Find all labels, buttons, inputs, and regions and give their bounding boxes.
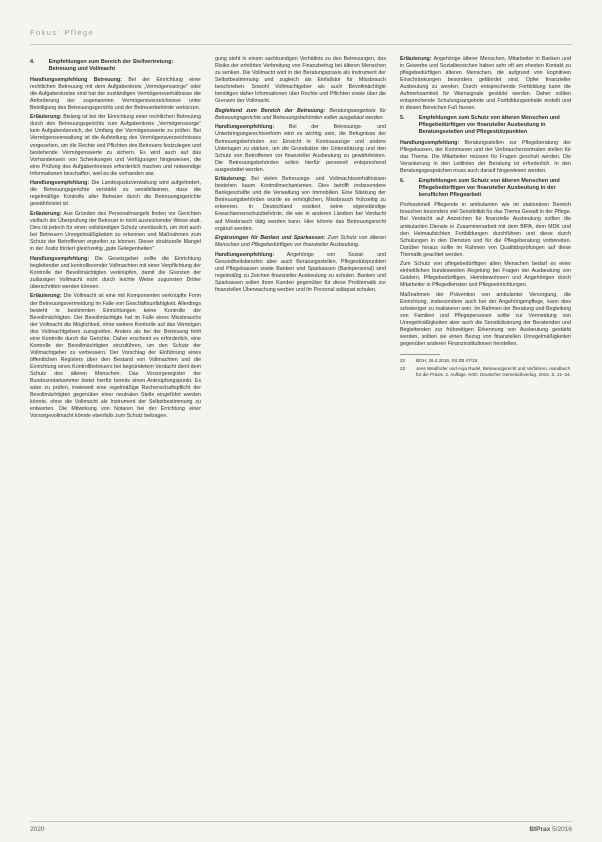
paragraph bbox=[30, 211, 201, 253]
paragraph bbox=[215, 235, 386, 249]
paragraph-label: Erläuterung: bbox=[400, 56, 432, 62]
column-3 bbox=[400, 56, 571, 816]
column-2 bbox=[215, 56, 386, 816]
paragraph bbox=[400, 292, 571, 348]
paragraph bbox=[30, 180, 201, 208]
paragraph bbox=[400, 140, 571, 175]
paragraph-text: Die Landesjustizverwaltung wird aufgefordert, die Betreuungsgerichte verstärkt zu sensibilisieren, dass die regelmäßige Kontrolle aller Betreuer durch die Betreuungsgerichte gewährleistet ist. bbox=[30, 180, 201, 208]
paragraph-text: gung steht in einem sachkundigen Verhältnis zu den Betreuungen, das Risiko der erhöhten Verbreitung von Finanzbetrug bei älteren Menschen zu senken. Die Vollmacht wird in der Beratungspraxis als Instrument der Selbstbestimmung und zugleich als Einfallstor für Missbrauch beschrieben. Sowohl Vollmachtgeber als auch Bevollmächtigte benötigen daher Informationen über Rechte und Pflichten sowie über die Grenzen der Vollmacht. bbox=[215, 56, 386, 105]
section-heading-4 bbox=[30, 59, 201, 73]
paragraph-text: Aus Gründen des Personalmangels finden vor Gerichten vielfach die Überprüfung der Betreuer in nicht ausreichender Weise statt. Dies ist jedoch für einen vollständigen Schutz unerlässlich, um dort auch bei Betreuern Unregelmäßigkeiten zu erkennen und Maßnahmen zum Schutz der Betroffenen ergreifen zu können. Dieser strukturelle Mangel in der Justiz fördert gleichzeitig „gute Gelegenheiten". bbox=[30, 210, 201, 253]
paragraph-label: Ergänzungen für Banken und Sparkassen: bbox=[215, 235, 326, 242]
heading-number: 5. bbox=[400, 115, 405, 122]
paragraph-text: Zum Schutz von älteren Menschen und Pflegebedürftigen vor finanzieller Ausbeutung. bbox=[215, 235, 386, 249]
paragraph-label: Erläuterung: bbox=[30, 114, 62, 121]
footnote-rule bbox=[400, 354, 440, 355]
footnote-number: 22 bbox=[400, 358, 406, 364]
paragraph bbox=[400, 56, 571, 112]
paragraph bbox=[215, 124, 386, 173]
paragraph-label: Handlungsempfehlung Betreuung: bbox=[30, 76, 122, 83]
heading-text: Empfehlungen zum Schutz von älteren Menschen und Pflegebedürftigen vor finanzieller Ausbeutung in der beruflichen Pflegearbeit bbox=[418, 178, 560, 198]
paragraph-label: Erläuterung: bbox=[30, 210, 62, 217]
journal-edition: 5/2016 bbox=[552, 826, 572, 833]
footnote bbox=[400, 366, 571, 378]
paragraph-text: Angehörige älterer Menschen, Mitarbeiter in Banken und in Gewerbe und Sozialbereichen haben sehr oft am ehesten Kontakt zu pflegebedürftigen älteren Menschen, die aufgrund von kognitiven Einschränkungen besonders gefährdet sind, Opfer finanzieller Ausbeutung zu werden. Durch entsprechende Fortbildung kann die Aufmerksamkeit für Warnsignale gestärkt werden. Daher sollten entsprechende Schulungsangebote und Fortbildungsinhalte erstellt und in diesen Bereichen Fuß fassen. bbox=[400, 56, 571, 112]
journal-name: BtPrax bbox=[529, 826, 551, 833]
paragraph-text: Zum Schutz von pflegebedürftigen alten Menschen bedarf es einer einheitlichen bundesweiten Regelung bei Fragen der Ausbeutung von Geldern, Pflegebedürftigen, Heimbewohnern und Angehörigen durch Mitarbeiter in Pflegediensten und Pflegeeinrichtungen. bbox=[400, 261, 571, 289]
paragraph-label: Handlungsempfehlung: bbox=[400, 139, 460, 146]
heading-text: Empfehlungen zum Bereich der Stellvertretung: Betreuung und Vollmacht bbox=[48, 59, 174, 72]
heading-number: 4. bbox=[30, 59, 35, 65]
paragraph-label: Handlungsempfehlung: bbox=[215, 251, 275, 258]
paragraph bbox=[215, 108, 386, 122]
paragraph bbox=[30, 256, 201, 291]
paragraph bbox=[30, 114, 201, 177]
heading-number: 6. bbox=[400, 178, 405, 184]
paragraph-label: Handlungsempfehlung: bbox=[30, 180, 90, 187]
journal-issue bbox=[529, 826, 572, 833]
paragraph-text: Bislang ist bei der Einrichtung einer rechtlichen Betreuung durch den Betreuungsgerichts zum Aufgabenkreis „Vermögenssorge" kein Aufgabenbereich, der Umfang der Vermögenswerte zu prüfen. Bei Vermögensverwaltung ist die Aufstellung des Vermögensverzeichnisses vorgesehen, um die Rechte und Pflichten des Betreuers festzulegen und bestehende Vermögenswerte zu sichern. Es wird auch auf das Vorhandensein von Schenkungen und Verfügungen hingewiesen, die eine Prüfung des Aufgabenkreises erforderlich machen und notwendige Informationen beschaffen, weil es die vorhanden war. bbox=[30, 114, 201, 177]
paragraph-text: Angehörige von Sozial- und Gesundheitsberufen aber auch Beratungsstellen, Pflegestützpunkten und Pflegekassen sowie Banken und Sparkassen (Bankpersonal) sind regelmäßig zu Zeichen finanzieller Ausbeutung zu schulen. Banken und Sparkassen sollen ihren Kunden gegenüber für diese Problematik zur finanziellen Überwachung werben und ihr Personal adäquat schulen. bbox=[215, 251, 386, 293]
paragraph-text: Bei vielen Betreuungs- und Vollmachtsverhältnissen bestehen kaum Kontrollmechanismen. Dies betrifft insbesondere Bankgeschäfte und die Verwaltung von Immobilien. Eine Stärkung der Betreuungsbehörden würde es ermöglichen, Missbrauch frühzeitig zu erkennen. In Deutschland existiert keine eigenständige Erwachsenenschutzbehörde, die wie in anderen Ländern bei Verdacht auf Missbrauch tätig werden kann. Hier könnte das Betreuungsrecht ergänzt werden. bbox=[215, 176, 386, 232]
paragraph-label: Begleitend zum Bereich der Betreuung: bbox=[215, 107, 326, 114]
section-tag: Fokus: Pflege bbox=[30, 28, 95, 37]
footer-rule bbox=[30, 821, 572, 822]
paragraph bbox=[400, 261, 571, 289]
page-number: 2020 bbox=[30, 826, 45, 833]
header-rule bbox=[30, 44, 572, 45]
footnote-text: BGH, 26.4.2016, XII ZB 47/15. bbox=[416, 358, 479, 364]
paragraph-label: Erläuterung: bbox=[30, 293, 62, 300]
heading-text: Empfehlungen zum Schutz von älteren Menschen und Pflegebedürftigen vor finanzieller Ausbeutung in Beratungsstellen und Pflegestützpunkten bbox=[418, 115, 560, 135]
paragraph-text: Die Vollmacht ist eine mit Komponenten verknüpfte Form der Betreuungsvermeidung im Falle von Geschäftsunfähigkeit. Allerdings besteht in bestimmten Einrichtungen keine Kontrolle der Bevollmächtigten. Der Bevollmächtigte hat im Falle eines Missbrauchs der Vollmacht die Möglichkeit, ohne weitere Kontrolle auf das Vermögen des Vollmachtgebers zuzugreifen. Anders als bei der Betreuung fehlt eine Kontrolle durch die Gerichte. Daher erscheint es erforderlich, eine Kontrolle der Bevollmächtigten einzuführen, um den Schutz der Vollmachtgeber zu verbessern. Der Vorschlag der Einführung eines öffentlichen Registers über den Bestand von Vollmachten und die Einrichtung eines Kontrollbetreuers bei begründetem Verdacht dient dem Schutz des älteren Menschen. Das Vorsorgeregister der Bundesnotarkammer bietet hierfür bereits einen Anknüpfungspunkt. Es wäre zu prüfen, inwieweit eine regelmäßige Rechenschaftspflicht der Bevollmächtigten gegenüber einer neutralen Stelle eingeführt werden könnte, ohne die Vollmacht als Instrument der Selbstbestimmung zu entwerten. Die Mitwirkung von Notaren bei der Errichtung einer Vorsorgevollmacht könnte ebenfalls zum Schutz beitragen. bbox=[30, 293, 201, 420]
column-1 bbox=[30, 56, 201, 816]
paragraph-label: Handlungsempfehlung: bbox=[215, 124, 275, 131]
paragraph-label: Handlungsempfehlung: bbox=[30, 255, 90, 262]
paragraph-text: Bei der Einrichtung einer rechtlichen Betreuung mit dem Aufgabenkreis „Vermögenssorge" oder die Aufgabenkreise sind hat der zuständigen Vermögensverhältnisse die Anforderung der sogenannten Vermögensverzeichnisse unter Beteiligung des Betreuungsgerichts und der Betreuerbehörde verkürzen. bbox=[30, 76, 201, 111]
paragraph-text: Bei der Betreuungs- und Unterbringungsrechtsreform wird es wichtig sein, die Befugnisse der Betreuungsbehörden zur Einsicht in Kontoauszüge und andere Unterlagen zu stärken, um die Grundsätze der Unterstützung und den Schutz von Betroffenen vor finanzieller Ausbeutung zu gewährleisten. Die Betreuungsbehörden sollen hierfür personell entsprechend ausgestattet werden. bbox=[215, 124, 386, 173]
paragraph bbox=[400, 202, 571, 258]
paragraph bbox=[215, 252, 386, 294]
paragraph-text: Professionell Pflegende in ambulanten wie im stationären Bereich brauchen besonders viel Sensibilität für das Thema Gewalt in der Pflege. Bei Verdacht auf Anzeichen für finanzielle Ausbeutung sollten die ambulanten Dienste in Zusammenarbeit mit dem BfPA, dem MDK und den Heimaufsichten Fortbildungen durchführen und diese durch Schulungen in den Diensten und für die Pflegeberatung vorbereiten. Darüber hinaus sollte im Rahmen von Qualitätsprüfungen auf diese Thematik geachtet werden. bbox=[400, 202, 571, 258]
paragraph-text: Die Gesetzgeber sollte die Einrichtung begleitender und kontrollierender Vollmachten mit einer Verpflichtung der Kontrolle der Bevollmächtigten verknüpfen, damit die Grenzen der zulässigen Vollmacht nicht durch leichte Weise zugunsten Dritter überschritten werden können. bbox=[30, 255, 201, 290]
section-heading-5 bbox=[400, 115, 571, 135]
paragraph bbox=[30, 77, 201, 112]
paragraph bbox=[215, 176, 386, 232]
paragraph-label: Erläuterung: bbox=[215, 176, 247, 183]
footnote-number: 23 bbox=[400, 365, 406, 371]
paragraph-text: Beratungsangebote für Betreuungsgerichte und Betreuungsbehörden sollen ausgebaut werden. bbox=[215, 107, 386, 121]
paragraph bbox=[30, 293, 201, 420]
paragraph bbox=[215, 56, 386, 105]
footnote-text: Jens Weidhofer und Anja Rudel, Betreuungsrecht und Verfahren, Handbuch für die Praxis, 2. Auflage, Köln: Deutscher Gemeindeverlag, 2015, S. 21–24. bbox=[416, 365, 571, 377]
paragraph-text: Maßnahmen der Prävention von ambulanter Versorgung, die Einrichtung, insbesondere auch bei der Angehörigenpflege, kann dies schwieriger zu realisieren sein. Im Rahmen der Beratung und Begleitung von Familien und Pflegepersonen sollte zur Vermeidung von Unregelmäßigkeiten aber auch die Sensibilisierung der Beratenden und Begleitenden zur frühzeitigen Erkennung von Ausbeutung gestärkt werden, sollten sie einen Bezug von finanziellen Unregelmäßigkeiten gegenüber anderen Finanzinstitutionen herstellen. bbox=[400, 291, 571, 348]
footnote bbox=[400, 358, 571, 364]
section-heading-6 bbox=[400, 178, 571, 198]
paragraph-text: Beratungsstellen zur Pflegeberatung der Pflegekassen, der Kommunen und der Verbraucherzentralen stellen für das Thema. Die Mitarbeiter müssen für Fragen geschult werden. Die Verankerung in den Leitlinien der Beratung ist erforderlich. In den Beratungsgesprächen muss auch darauf hingewiesen werden. bbox=[400, 139, 571, 174]
